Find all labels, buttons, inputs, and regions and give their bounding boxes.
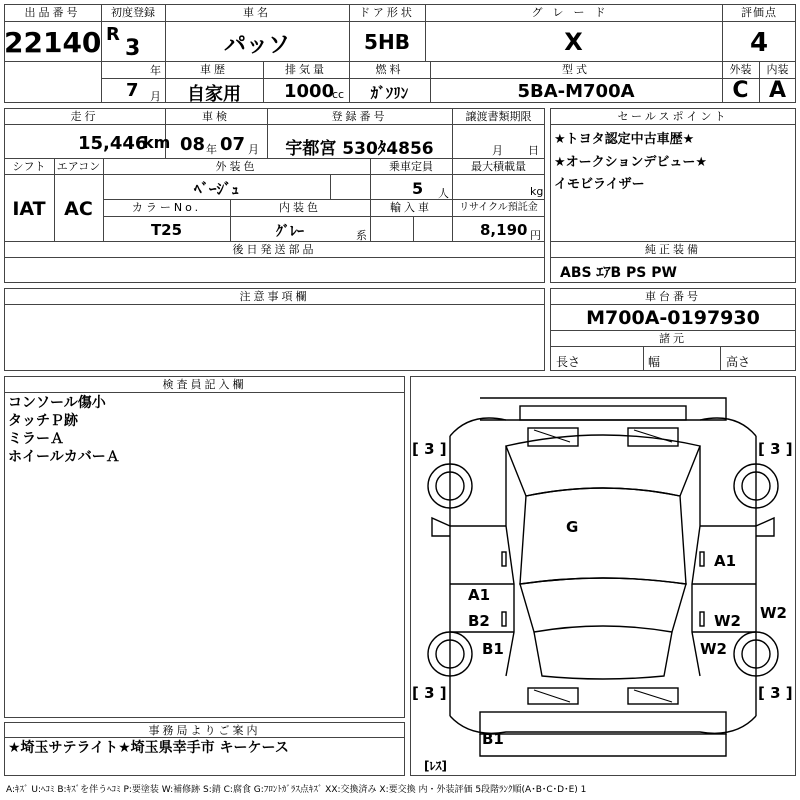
mark-w2-side: W2 [760,604,787,622]
sep [720,346,721,371]
inspection-month-unit: 月 [248,143,259,156]
grade-label: グレード [531,6,616,19]
dims-label: 諸元 [659,332,687,345]
sep [4,124,545,125]
car-diagram [410,376,796,776]
capacity-label: 乗車定員 [389,160,433,173]
sep [4,241,545,242]
fuel-value: ｶﾞｿﾘﾝ [370,84,409,102]
grade-value: X [564,28,583,56]
office-label: 事務局よりご案内 [148,724,261,737]
sales-label: セールスポイント [617,110,729,123]
sep [4,257,545,258]
car-name-label: 車名 [243,6,271,19]
sep [550,346,796,347]
sep [550,330,796,331]
score-label: 評価点 [741,6,777,19]
later-parts-label: 後日発送部品 [232,243,317,256]
sep [550,257,796,258]
mark-b1-left: B1 [482,640,504,658]
shift-label: シフト [12,160,46,173]
tire-rr-value: [ 3 ] [758,684,793,702]
inspection-year: 08 [180,134,206,155]
door-label: ドア形状 [359,6,415,19]
first-reg-month: 7 [126,80,139,101]
sep [550,304,796,305]
transfer-label: 譲渡書類期限 [465,110,532,123]
color-no-label: カラーNo. [131,201,202,214]
exterior-label: 外装 [729,63,752,76]
sales-line-1: ★トヨタ認定中古車歴★ [554,132,695,147]
transfer-day-unit: 日 [528,144,539,157]
interior-color-label: 内装色 [279,201,321,214]
color-value: ﾍﾞｰｼﾞｭ [193,180,239,198]
top-mid-line [101,61,796,62]
mark-a1-left: A1 [468,586,491,604]
tire-fr-value: [ 3 ] [758,440,793,458]
equip-label: 純正装備 [645,243,701,256]
mark-a1-right: A1 [714,552,737,570]
sep [330,174,331,199]
tire-fl-value: [ 3 ] [412,440,447,458]
ac-value: AC [64,198,93,220]
model-value: 5BA-M700A [517,81,635,102]
sep [643,346,644,371]
transfer-month-unit: 月 [492,144,503,157]
first-reg-label: 初度登録 [111,6,155,19]
recycle-label: リサイクル預託金 [459,202,538,213]
sep [550,241,796,242]
shift-value: IAT [12,198,46,220]
length-label: 長さ [556,355,581,369]
color-label: 外装色 [215,160,258,173]
top-header-line [4,21,796,22]
recycle-value: 8,190 [480,221,528,239]
inspector-line-2: タッチＰ跡 [8,413,78,429]
max-load-label: 最大積載量 [471,160,526,173]
fuel-label: 燃料 [375,63,404,76]
mark-w2-rear: W2 [700,640,727,658]
displacement-unit: cc [332,88,345,101]
inspector-label: 検査員記入欄 [162,378,247,391]
mark-b1-bottom: B1 [482,730,504,748]
import-label: 輸入車 [390,201,432,214]
month-unit: 月 [150,90,161,103]
sales-line-3: イモビライザー [554,177,645,192]
equip-value: ABS ｴｱB PS PW [560,265,677,281]
inspection-label: 車検 [202,110,230,123]
mileage-value: 15,446 [78,133,148,154]
inspection-month: 07 [220,134,246,155]
legend-text: A:ｷｽﾞ U:ﾍｺﾐ B:ｷｽﾞを伴うﾍｺﾐ P:要塗装 W:補修跡 S:錆 C:腐食 G:ﾌﾛﾝﾄｶﾞﾗｽ点ｷｽﾞ XX:交換済み X:要交換 内・外装評価 5段階ﾗﾝｸ順(A･B･C･D･E) 1 [6,785,587,795]
sep [413,216,414,241]
plate-label: 登録番号 [331,110,388,123]
inspection-year-unit: 年 [206,143,217,156]
office-value: ★埼玉サテライト★埼玉県幸手市 キーケース [8,740,289,756]
mileage-label: 走行 [70,110,99,123]
history-label: 車歴 [200,63,228,76]
top-mid-line2 [101,78,796,79]
interior-color-unit: 系 [356,229,367,242]
sales-line-2: ★オークションデビュー★ [554,155,708,170]
color-no-value: T25 [150,221,183,239]
inspector-line-3: ミラーＡ [8,431,64,447]
recycle-unit: 円 [530,229,541,242]
lot-split [4,61,101,62]
inspector-line-1: コンソール傷小 [8,395,106,411]
mileage-unit: km [143,133,171,152]
sep [103,199,545,200]
displacement-label: 排気量 [285,63,327,76]
sep [4,304,545,305]
exterior-value: C [732,78,749,103]
plate-value: 宇都宮 530ﾀ4856 [285,139,434,159]
era: R [106,24,120,45]
caution-label: 注意事項欄 [239,290,310,303]
car-name: パッソ [223,33,290,58]
max-load-unit: kg [530,185,544,198]
lot-value: 22140 [4,26,102,59]
sep [4,737,405,738]
ac-label: エアコン [56,160,101,173]
inspector-line-4: ホイールカバーＡ [8,449,120,465]
model-label: 型式 [562,63,590,76]
mark-w2-right: W2 [714,612,741,630]
height-label: 高さ [726,355,751,369]
chassis-label: 車台番号 [645,290,701,303]
capacity-unit: 人 [438,187,449,200]
first-reg-year: 3 [125,36,141,61]
mark-g: G [566,518,579,536]
capacity-value: 5 [412,179,424,198]
interior-label: 内装 [766,63,789,76]
interior-value: A [768,78,787,103]
chassis-value: M700A-0197930 [586,307,760,329]
history-value: 自家用 [187,84,241,105]
year-unit: 年 [150,64,161,77]
tire-rl-value: [ 3 ] [412,684,447,702]
sep [103,216,545,217]
sep [4,174,545,175]
spare-tire-label: [ﾚｽ] [424,759,447,773]
width-label: 幅 [648,355,661,369]
displacement-value: 1000 [284,81,335,102]
sep [4,392,405,393]
lot-label: 出品番号 [24,6,81,19]
interior-color-value: ｸﾞﾚｰ [276,224,304,240]
sep [550,124,796,125]
mark-b2: B2 [468,612,490,630]
score-value: 4 [749,28,769,58]
door-value: 5HB [364,30,410,54]
